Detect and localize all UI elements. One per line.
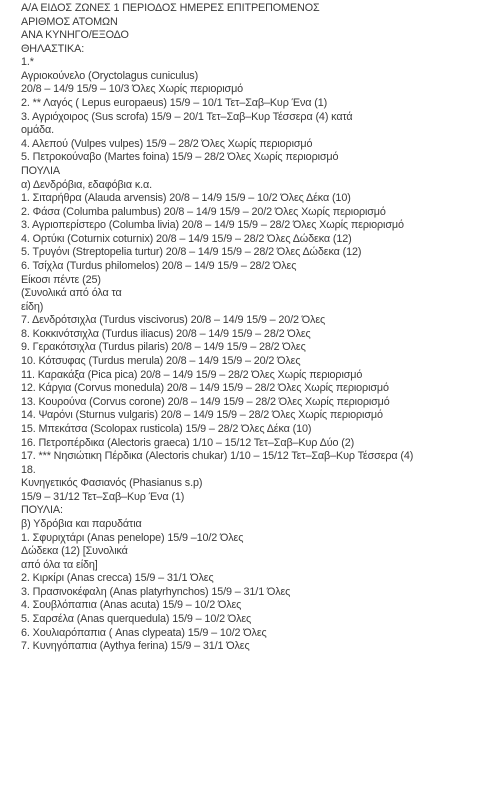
list-item: 3. Πρασινοκέφαλη (Anas platyrhynchos) 15/9 – 31/1 Όλες — [21, 585, 291, 598]
list-item: 20/8 – 14/9 15/9 – 10/3 Όλες Χωρίς περιορισμό — [21, 83, 244, 96]
list-item: 5. Πετροκούναβο (Martes foina) 15/9 – 28/2 Όλες Χωρίς περιορισμό — [21, 151, 339, 164]
section-heading-mammals: ΘΗΛΑΣΤΙΚΑ: — [21, 42, 85, 55]
subsection-heading-land-birds: α) Δενδρόβια, εδαφόβια κ.α. — [21, 178, 152, 191]
list-item: 15/9 – 31/12 Τετ–Σαβ–Κυρ Ένα (1) — [21, 490, 185, 503]
header-line-per-hunter: ΑΝΑ ΚΥΝΗΓΟ/ΕΞΟΔΟ — [21, 29, 129, 42]
list-item: 9. Γερακότσιχλα (Turdus pilaris) 20/8 – 14/9 15/9 – 28/2 Όλες — [21, 341, 306, 354]
list-item: (Συνολικά από όλα τα — [21, 287, 122, 300]
header-line-count: ΑΡΙΘΜΟΣ ΑΤΟΜΩΝ — [21, 15, 118, 28]
list-item: 2. Κιρκίρι (Anas crecca) 15/9 – 31/1 Όλες — [21, 572, 214, 585]
list-item: 1. Σφυριχτάρι (Anas penelope) 15/9 –10/2 Όλες — [21, 531, 244, 544]
list-item: 10. Κότσυφας (Turdus merula) 20/8 – 14/9 15/9 – 20/2 Όλες — [21, 355, 301, 368]
list-item: 18. — [21, 463, 36, 476]
list-item: 3. Αγριόχοιρος (Sus scrofa) 15/9 – 20/1 Τετ–Σαβ–Κυρ Τέσσερα (4) κατά — [21, 110, 353, 123]
list-item: 2. Φάσα (Columba palumbus) 20/8 – 14/9 15/9 – 20/2 Όλες Χωρίς περιορισμό — [21, 205, 386, 218]
list-item: 4. Αλεπού (Vulpes vulpes) 15/9 – 28/2 Όλες Χωρίς περιορισμό — [21, 137, 313, 150]
list-item: 17. *** Νησιώτικη Πέρδικα (Alectoris chukar) 1/10 – 15/12 Τετ–Σαβ–Κυρ Τέσσερα (4) — [21, 450, 414, 463]
list-item: 1. Σιταρήθρα (Alauda arvensis) 20/8 – 14/9 15/9 – 10/2 Όλες Δέκα (10) — [21, 192, 351, 205]
list-item: Δώδεκα (12) [Συνολικά — [21, 545, 128, 558]
list-item: Αγριοκούνελο (Oryctolagus cuniculus) — [21, 69, 199, 82]
list-item: 7. Κυνηγόπαπια (Aythya ferina) 15/9 – 31/1 Όλες — [21, 640, 250, 653]
list-item: 2. ** Λαγός ( Lepus europaeus) 15/9 – 10/1 Τετ–Σαβ–Κυρ Ένα (1) — [21, 97, 328, 110]
list-item: 8. Κοκκινότσιχλα (Turdus iliacus) 20/8 – 14/9 15/9 – 28/2 Όλες — [21, 327, 311, 340]
list-item: 5. Σαρσέλα (Anas querquedula) 15/9 – 10/2 Όλες — [21, 613, 252, 626]
list-item: ομάδα. — [21, 124, 54, 137]
list-item: 6. Χουλιαρόπαπια ( Anas clypeata) 15/9 – 10/2 Όλες — [21, 626, 267, 639]
list-item: 15. Μπεκάτσα (Scolopax rusticola) 15/9 – 28/2 Όλες Δέκα (10) — [21, 422, 312, 435]
list-item: από όλα τα είδη] — [21, 558, 98, 571]
list-item: Είκοσι πέντε (25) — [21, 273, 101, 286]
list-item: 7. Δενδρότσιχλα (Turdus viscivorus) 20/8 – 14/9 15/9 – 20/2 Όλες — [21, 314, 326, 327]
subsection-heading-water-birds: β) Υδρόβια και παρυδάτια — [21, 517, 142, 530]
list-item: 4. Σουβλόπαπια (Anas acuta) 15/9 – 10/2 Όλες — [21, 599, 242, 612]
list-item: 5. Τρυγόνι (Streptopelia turtur) 20/8 – 14/9 15/9 – 28/2 Όλες Δώδεκα (12) — [21, 246, 362, 259]
list-item: Κυνηγετικός Φασιανός (Phasianus s.p) — [21, 477, 203, 490]
list-item: 16. Πετροπέρδικα (Alectoris graeca) 1/10 – 15/12 Τετ–Σαβ–Κυρ Δύο (2) — [21, 436, 355, 449]
list-item: είδη) — [21, 300, 44, 313]
list-item: 3. Αγριοπερίστερο (Columba livia) 20/8 – 14/9 15/9 – 28/2 Όλες Χωρίς περιορισμό — [21, 219, 404, 232]
list-item: 11. Καρακάξα (Pica pica) 20/8 – 14/9 15/9 – 28/2 Όλες Χωρίς περιορισμό — [21, 368, 363, 381]
list-item: 1.* — [21, 56, 34, 69]
list-item: 6. Τσίχλα (Turdus philomelos) 20/8 – 14/9 15/9 – 28/2 Όλες — [21, 259, 297, 272]
list-item: 4. Ορτύκι (Coturnix coturnix) 20/8 – 14/9 15/9 – 28/2 Όλες Δώδεκα (12) — [21, 232, 352, 245]
section-heading-birds-water: ΠΟΥΛΙΑ: — [21, 504, 63, 517]
list-item: 13. Κουρούνα (Corvus corone) 20/8 – 14/9 15/9 – 28/2 Όλες Χωρίς περιορισμό — [21, 395, 390, 408]
section-heading-birds: ΠΟΥΛΙΑ — [21, 164, 60, 177]
list-item: 14. Ψαρόνι (Sturnus vulgaris) 20/8 – 14/9 15/9 – 28/2 Όλες Χωρίς περιορισμό — [21, 409, 383, 422]
header-line-columns: Α/Α ΕΙΔΟΣ ΖΩΝΕΣ 1 ΠΕΡΙΟΔΟΣ ΗΜΕΡΕΣ ΕΠΙΤΡΕΠΟΜΕΝΟΣ — [21, 2, 320, 14]
list-item: 12. Κάργια (Corvus monedula) 20/8 – 14/9 15/9 – 28/2 Όλες Χωρίς περιορισμό — [21, 382, 389, 395]
